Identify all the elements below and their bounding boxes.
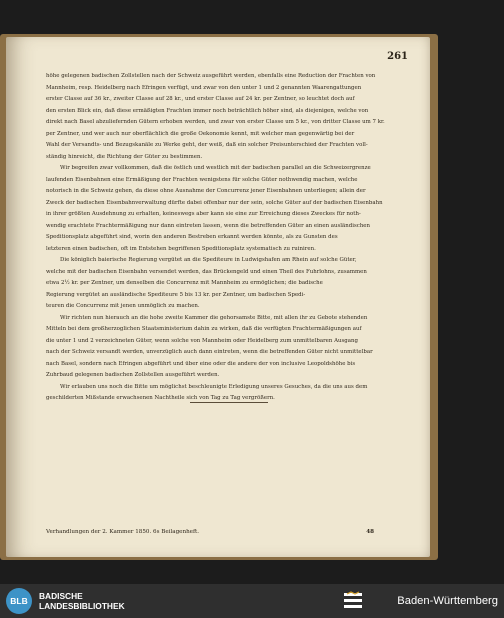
text-line: Wir richten nun hierauch an die hohe zweite Kammer die gehorsamste Bitte, mit allen ihr zu Gebote stehenden bbox=[60, 314, 368, 321]
text-line: Zweck der badischen Eisenbahnverwaltung dürfte dabei offenbar nur der sein, solche Güter auf der badischen Eisenbahn bbox=[46, 199, 383, 206]
blb-logo[interactable]: BLB bbox=[6, 588, 32, 614]
book-page bbox=[6, 37, 430, 557]
footer-bar bbox=[0, 584, 504, 618]
text-line: nach der Schweiz versandt werden, unverzüglich auch dann eintreten, wenn die betreffenden Güter nicht unmittelbar bbox=[46, 349, 373, 355]
text-line: geschilderten Mißstande erwachsenen Nachtheile sich von Tag zu Tag vergrößern. bbox=[46, 395, 275, 401]
text-line: letzteren einen badischen, oft im Entstehen begriffenen Speditionsplatz systematisch zu ruiniren. bbox=[46, 245, 316, 252]
text-line: Mannheim, resp. Heidelberg nach Efringen verfügt, und zwar von den unter 1 und 2 genannten Waarengattungen bbox=[46, 84, 362, 91]
text-line: direkt nach Basel abzuliefernden Gütern erhoben werden, und zwar von erster Classe um 5 kr., von dritter Classe um 7 kr. bbox=[46, 119, 385, 125]
text-line: Die königlich baierische Regierung vergütet an die Spediteure in Ludwigshafen am Rhein auf solche Güter, bbox=[60, 257, 357, 263]
text-line: in ihrer größten Ausdehnung zu erhalten, keineswegs aber kann sie eine zur Erreichung dieses Zweckes für noth- bbox=[46, 211, 361, 217]
text-line: Zuhrbaud gelegenen badischen Zollstellen ausgeführt werden. bbox=[46, 372, 220, 378]
text-line: laufenden Eisenbahnen eine Ermäßigung der Frachten wenigstens für solche Güter nothwendig machen, welche bbox=[46, 176, 358, 183]
page-number: 261 bbox=[387, 51, 408, 62]
text-line: Speditionsplatz abgeführt sind, worin den anderen Bestreben erkannt werden könnte, als zu Gunsten des bbox=[46, 234, 338, 240]
page-body-text bbox=[46, 71, 406, 405]
text-line: Wir erlauben uns noch die Bitte um möglichst beschleunigte Erledigung unseres Gesuches, da die uns aus dem bbox=[60, 383, 368, 390]
baden-wuerttemberg-crest-icon bbox=[342, 590, 364, 612]
text-line: Mitteln bei dem großherzoglichen Staatsministerium dahin zu wirken, daß die verfügten Frachtermäßigungen auf bbox=[46, 326, 362, 332]
footer-sheet-number: 48 bbox=[366, 529, 374, 535]
text-line: höhe gelegenen badischen Zollstellen nach der Schweiz ausgeführt werden, ebenfalls eine Reduction der Frachten von bbox=[46, 73, 376, 79]
state-name[interactable]: Baden-Württemberg bbox=[397, 595, 498, 607]
text-line: etwa 2½ kr. per Zentner, um denselben die Concurrenz mit Mannheim zu ermöglichen; die badische bbox=[46, 280, 323, 286]
text-line: welche mit der badischen Eisenbahn versendet werden, das Brückengeld und einen Theil des Fuhrlohns, zusammen bbox=[46, 268, 367, 275]
text-line: Wahl der Versandts- und Bezugskanäle zu Werke geht, der weiß, daß ein solcher Preisunterschied der Frachten voll- bbox=[46, 142, 368, 148]
library-name-line2: LANDESBIBLIOTHEK bbox=[39, 601, 125, 611]
text-line: die unter 1 und 2 verzeichneten Güter, wenn solche von Mannheim oder Heidelberg zum unmittelbaren Ausgang bbox=[46, 337, 358, 344]
text-line: Wir begreifen zwar vollkommen, daß die östlich und westlich mit der badischen parallel an die Schweizergrenze bbox=[60, 165, 371, 171]
text-line: ständig hinreicht, die Richtung der Güter zu bestimmen. bbox=[46, 153, 203, 160]
library-name[interactable] bbox=[39, 591, 125, 611]
text-line: teuren die Concurrenz mit jenen unmöglich zu machen. bbox=[46, 303, 200, 309]
text-line: den ersten Blick ein, daß diese ermäßigten Frachten immer noch beträchtlich höher sind, als diejenigen, welche von bbox=[46, 107, 369, 114]
text-line: erster Classe auf 36 kr., zweiter Classe auf 28 kr., und erster Classe auf 24 kr. per Zentner, so leuchtet doch auf bbox=[46, 96, 355, 102]
text-line: wendig erachtete Frachtermäßigung nur dann eintreten lassen, wenn die betreffenden Güter an einen ausländischen bbox=[46, 222, 371, 229]
footer-citation: Verhandlungen der 2. Kammer 1850. 6s Beilagenheft. bbox=[46, 529, 200, 535]
text-line: notorisch in die Schweiz gehen, da diese ohne Ausnahme der Concurrenz jener Eisenbahnen unterliegen; allein der bbox=[46, 188, 366, 194]
library-name-line1: BADISCHE bbox=[39, 591, 83, 601]
text-line: per Zentner, und wer auch nur oberflächlich die große Oekonomie kennt, mit welcher man gegenwärtig bei der bbox=[46, 130, 355, 137]
section-divider bbox=[190, 402, 268, 403]
text-line: nach Basel, sondern nach Efringen abgeführt und über eine oder die andere der von inclusive Leopoldshöhe bis bbox=[46, 360, 356, 367]
text-line: Regierung vergütet an ausländische Spediteure 5 bis 13 kr. per Zentner, um badischen Spedi- bbox=[46, 291, 306, 298]
